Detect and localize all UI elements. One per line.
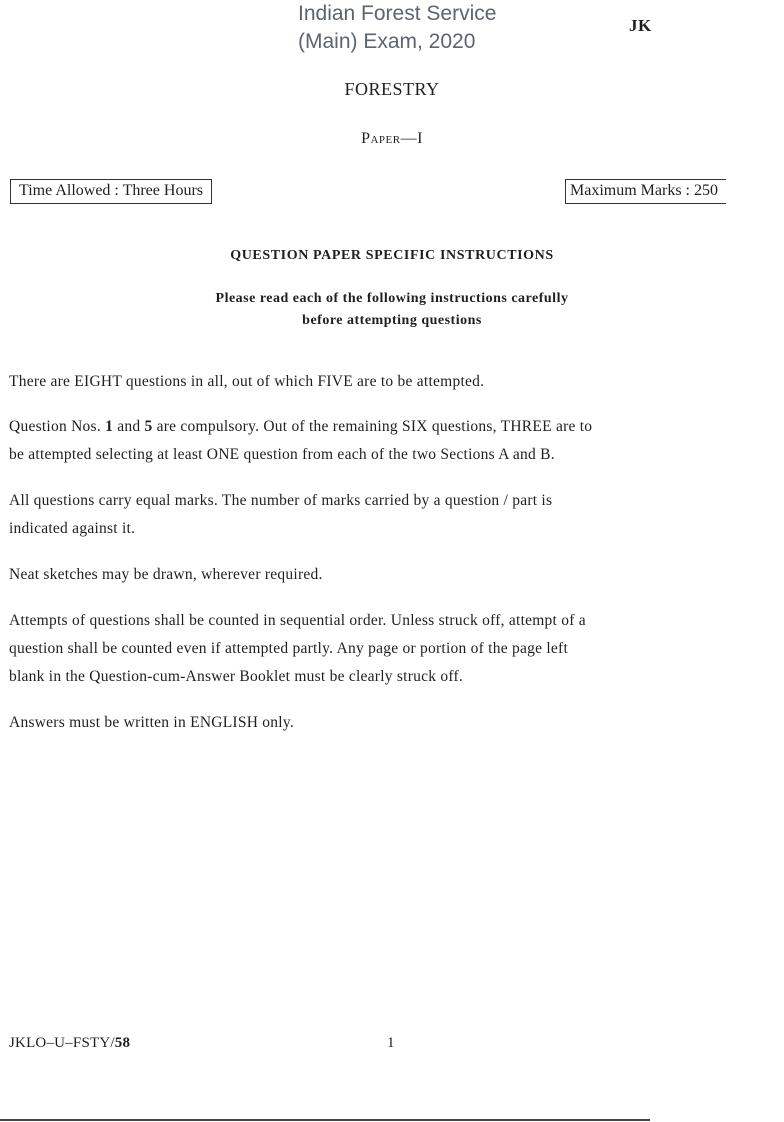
instruction-line: Attempts of questions shall be counted in sequential order. Unless struck off, attempt of a [9,612,586,629]
footer-code-prefix: JKLO–U–FSTY/ [9,1035,115,1051]
instruction-line [9,413,592,441]
time-allowed-box: Time Allowed : Three Hours [10,179,212,204]
watermark-line-2: (Main) Exam, 2020 [298,30,476,53]
text-run: and [113,418,145,435]
footer-paper-code [9,1035,130,1052]
instruction-line: blank in the Question-cum-Answer Booklet must be clearly struck off. [9,668,464,685]
text-run: Question Nos. [9,418,106,435]
paper-number: Paper—I [361,130,423,147]
maximum-marks-box: Maximum Marks : 250 [565,179,726,204]
question-number-bold: 1 [105,418,114,435]
instruction-line: be attempted selecting at least ONE question from each of the two Sections A and B. [9,446,555,463]
page-number: 1 [387,1035,395,1051]
instruction-line: There are EIGHT questions in all, out of which FIVE are to be attempted. [9,373,485,390]
paper-code-top: JK [629,16,652,35]
instructions-heading: QUESTION PAPER SPECIFIC INSTRUCTIONS [230,248,554,263]
instruction-line: indicated against it. [9,520,136,537]
watermark-line-1: Indian Forest Service [298,2,497,25]
subject-title: FORESTRY [344,79,440,99]
question-number-bold: 5 [144,418,153,435]
instruction-paragraph-3 [9,487,552,543]
instruction-line: question shall be counted even if attempted partly. Any page or portion of the page left [9,640,569,657]
footer-code-number: 58 [114,1035,131,1051]
instruction-line: Neat sketches may be drawn, wherever required. [9,566,323,583]
instruction-paragraph-1 [9,368,484,396]
instruction-paragraph-2 [9,413,592,469]
bottom-rule [0,1119,650,1121]
text-run: are compulsory. Out of the remaining SIX questions, THREE are to [152,418,593,435]
instruction-paragraph-4 [9,561,323,589]
instructions-subheading-line-2: before attempting questions [302,313,482,328]
instruction-line: Answers must be written in ENGLISH only. [9,714,294,731]
instruction-line: All questions carry equal marks. The number of marks carried by a question / part is [9,492,553,509]
instructions-subheading-line-1: Please read each of the following instructions carefully [215,291,569,306]
instruction-paragraph-6 [9,709,294,737]
instruction-paragraph-5 [9,607,586,691]
